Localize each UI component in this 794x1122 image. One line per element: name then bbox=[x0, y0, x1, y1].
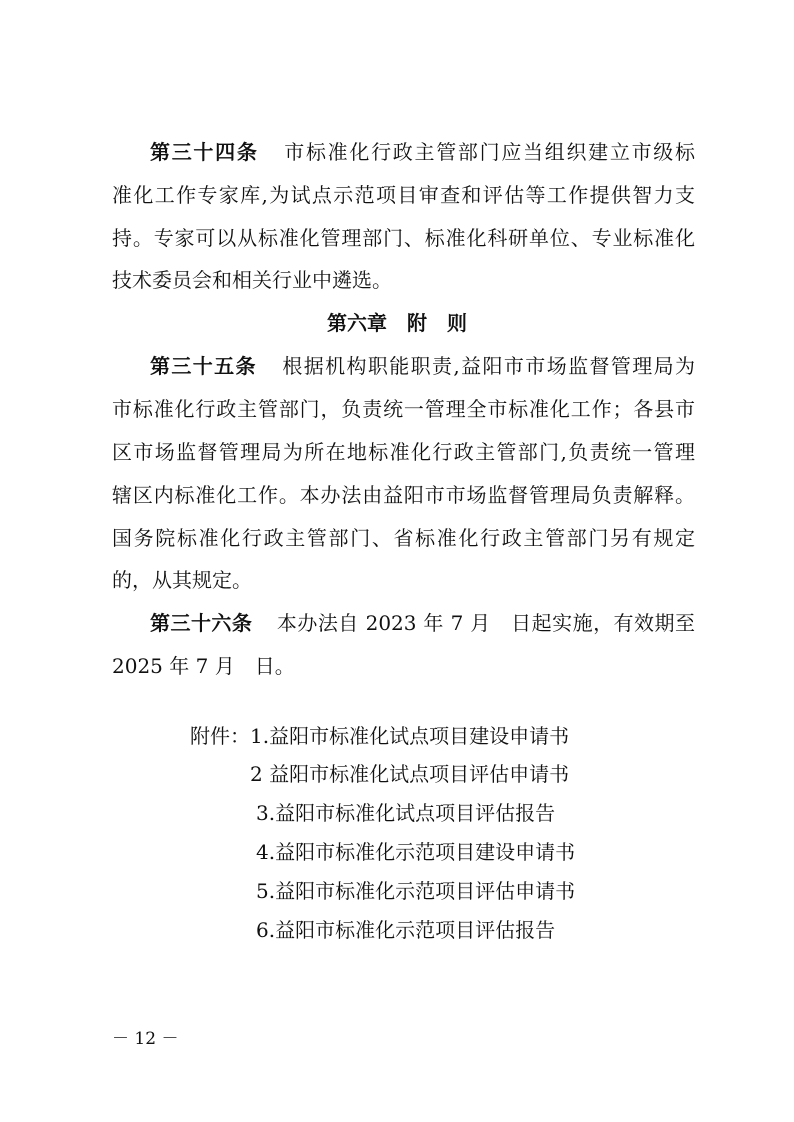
attachment-item: 2 益阳市标准化试点项目评估申请书 bbox=[250, 762, 570, 786]
attachment-line bbox=[190, 722, 569, 750]
attachments-label: 附件： bbox=[190, 724, 250, 748]
article-35-line bbox=[150, 352, 695, 380]
article-34-line: 持。专家可以从标准化管理部门、标准化科研单位、专业标准化 bbox=[112, 226, 695, 250]
article-34-line bbox=[150, 138, 695, 166]
article-34-line: 准化工作专家库,为试点示范项目审查和评估等工作提供智力支 bbox=[112, 183, 695, 207]
article-35-line: 辖区内标准化工作。本办法由益阳市市场监督管理局负责解释。 bbox=[112, 483, 695, 507]
article-text: 根据机构职能职责,益阳市市场监督管理局为 bbox=[280, 354, 696, 378]
attachment-item: 3.益阳市标准化试点项目评估报告 bbox=[256, 801, 556, 825]
page-number: － 12 － bbox=[112, 1029, 179, 1049]
attachment-item: 5.益阳市标准化示范项目评估申请书 bbox=[256, 879, 576, 903]
article-34-line: 技术委员会和相关行业中遴选。 bbox=[112, 268, 392, 292]
article-35-line: 区市场监督管理局为所在地标准化行政主管部门,负责统一管理 bbox=[112, 440, 695, 464]
article-text: 市标准化行政主管部门应当组织建立市级标 bbox=[282, 140, 696, 164]
article-36-line bbox=[150, 609, 695, 637]
chapter-title: 第六章 附 则 bbox=[327, 311, 467, 335]
article-35-line: 的，从其规定。 bbox=[112, 568, 252, 592]
article-text: 本办法自 2023 年 7 月 日起实施，有效期至 bbox=[276, 611, 695, 635]
article-heading: 第三十五条 bbox=[150, 354, 257, 378]
attachment-item: 1.益阳市标准化试点项目建设申请书 bbox=[250, 724, 570, 748]
attachment-item: 4.益阳市标准化示范项目建设申请书 bbox=[256, 840, 576, 864]
article-heading: 第三十六条 bbox=[150, 611, 253, 635]
attachment-item: 6.益阳市标准化示范项目评估报告 bbox=[256, 918, 556, 942]
article-35-line: 市标准化行政主管部门，负责统一管理全市标准化工作；各县市 bbox=[112, 397, 695, 421]
article-35-line: 国务院标准化行政主管部门、省标准化行政主管部门另有规定 bbox=[112, 526, 695, 550]
article-heading: 第三十四条 bbox=[150, 140, 259, 164]
article-36-line: 2025 年 7 月 日。 bbox=[112, 654, 295, 678]
